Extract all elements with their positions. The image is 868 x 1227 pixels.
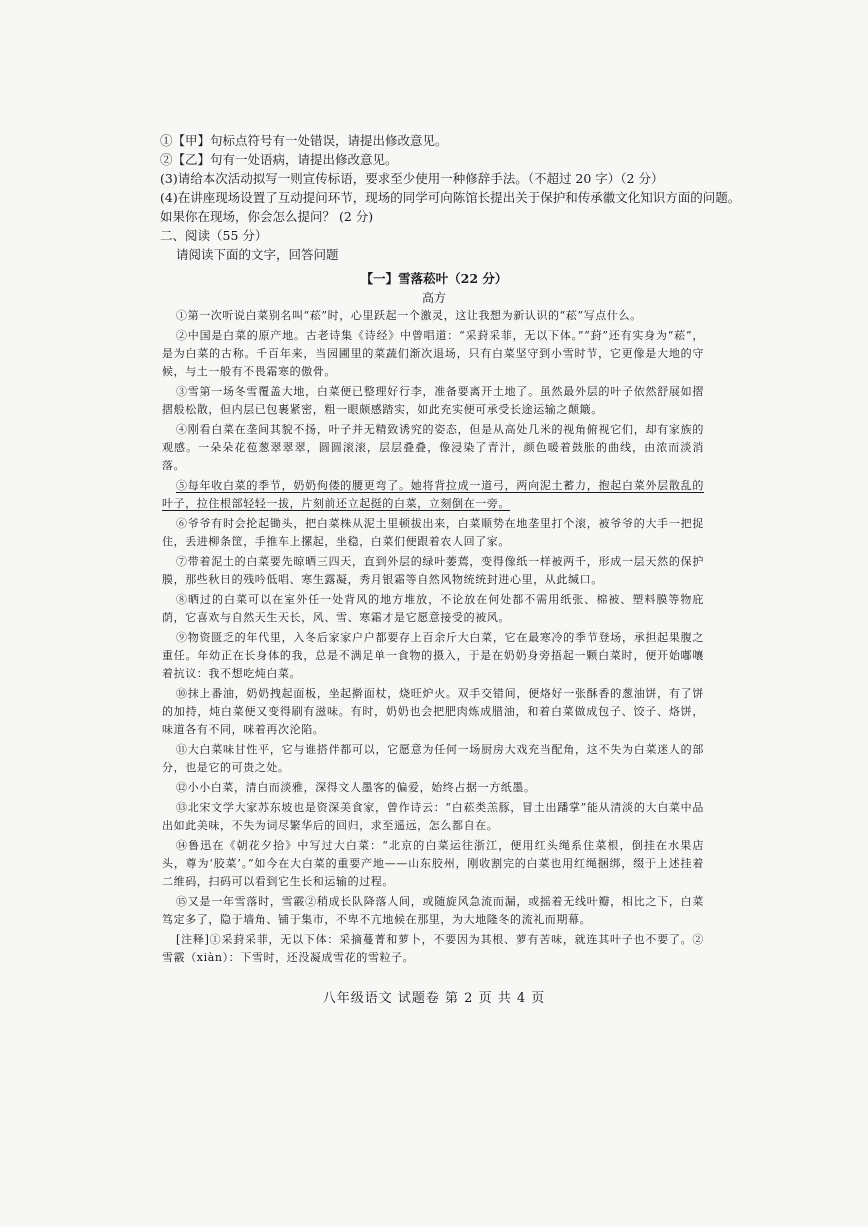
article-paragraph: ⑦带着泥土的白菜要先晾晒三四天，直到外层的绿叶萎蔫，变得像纸一样被两千，形成一层天然的保护膜，那些秋日的残吟低唱、寒生露凝，秀月银霜等自然风物统统封进心里，从此缄口。 (162, 555, 704, 586)
article-paragraph: ⑭鲁迅在《朝花夕拾》中写过大白菜：“北京的白菜运往浙江，便用红头绳系住菜根，倒挂在水果店头，尊为‘胶菜’。”如今在大白菜的重要产地——山东胶州，刚收割完的白菜也用红绳捆绑，缀于上述挂着二维码，扫码可以看到它生长和运输的过程。 (162, 839, 704, 888)
article-paragraph: ⑧晒过的白菜可以在室外任一处背风的地方堆放，不论放在何处都不需用纸张、棉被、塑料膜等物庇荫，它喜欢与自然天生天长，风、雪、寒霜才是它愿意接受的被风。 (162, 593, 704, 624)
article-paragraph: ⑨物资匮乏的年代里，入冬后家家户户都要存上百余斤大白菜，它在最寒冷的季节登场，承担起果腹之重任。年幼正在长身体的我，总是不满足单一食物的摄入，于是在奶奶身旁捂起一颗白菜时，便开始嘟嚷着抗议：我不想吃炖白菜。 (162, 631, 704, 680)
article-paragraph-underlined: ⑤每年收白菜的季节，奶奶佝偻的腰更弯了。她将背拉成一道弓，两向泥土蓄力，抱起白菜外层散乱的叶子，拉住根部轻轻一拔，片刻前还立起挺的白菜，立刻倒在一旁。 (162, 479, 704, 510)
section-heading: 二、阅读（55 分） (160, 228, 268, 243)
reading-instruction: 请阅读下面的文字，回答问题 (176, 247, 339, 262)
question-item: (3)请给本次活动拟写一则宣传标语，要求至少使用一种修辞手法。（不超过 20 字）（2 分） (160, 171, 664, 186)
article-paragraph: ⑫小小白菜，清白而淡雅，深得文人墨客的偏爱，始终占据一方纸墨。 (176, 781, 536, 794)
article-paragraph: ②中国是白菜的原产地。古老诗集《诗经》中曾唱道：“采葑采菲，无以下体。”“葑”还有实身为“菘”，是为白菜的古称。千百年来，当园圃里的菜蔬们渐次退场，只有白菜坚守到小雪时节，它更像是大地的守候，与土一般有不畏霜寒的傲骨。 (162, 329, 704, 378)
article-paragraph: ⑥爷爷有时会抡起锄头，把白菜株从泥土里顿拔出来，白菜顺势在地垄里打个滚，被爷爷的大手一把捉住，丢进柳条筐，手推车上摞起，坐稳，白菜们便跟着农人回了家。 (162, 517, 704, 548)
article-author: 高方 (421, 291, 446, 305)
article-paragraph: ⑬北宋文学大家苏东坡也是资深美食家，曾作诗云：“白菘类羔豚，冒土出蹯掌”能从清淡的大白菜中品出如此美味，不失为词尽繁华后的回归，求至遥远，怎么都自在。 (162, 801, 704, 832)
question-item: 如果你在现场，你会怎么提问？ (2 分) (160, 209, 374, 224)
article-paragraph: ⑩抹上番油，奶奶拽起面板，坐起擀面杖，烧旺炉火。双手交错间，便烙好一张酥香的葱油饼，有了饼的加持，炖白菜便又变得刷有滋味。有时，奶奶也会把肥肉炼成腊油，和着白菜做成包子、饺子、烙饼，味道各有不同，咪着再次沦陷。 (162, 687, 704, 736)
article-paragraph: ③雪第一场冬雪覆盖大地，白菜便已整理好行李，准备要离开土地了。虽然最外层的叶子依然舒展如摺摺般松散，但内层已包裹紧密，粗一眼颇感踏实，如此充实便可承受长途运输之颠簸。 (162, 385, 704, 416)
question-item: ②【乙】句有一处语病，请提出修改意见。 (160, 152, 398, 167)
article-paragraph: ④刚看白菜在垄间其貌不扬，叶子并无精致诱究的姿态，但是从高处几米的视角俯视它们，却有家族的观感。一朵朵花苞葱翠翠翠，圆圆滚滚，层层叠叠，像浸染了青汁，颜色暖着鼓胀的曲线，由浓而淡消落。 (162, 423, 704, 472)
article-paragraph: ⑪大白菜味甘性平，它与谁搭伴都可以，它愿意为任何一场厨房大戏充当配角，这不失为白菜迷人的部分，也是它的可贵之处。 (162, 743, 704, 774)
article-paragraph: ①第一次听说白菜别名叫“菘”时，心里跃起一个激灵，这让我想为新认识的“菘”写点什么。 (176, 309, 642, 322)
article-title: 【一】雪落菘叶（22 分） (360, 271, 508, 286)
question-item: (4)在讲座现场设置了互动提问环节，现场的同学可向陈馆长提出关于保护和传承徽文化知识方面的问题。 (160, 190, 741, 205)
article-paragraph: ⑮又是一年雪落时，雪霰②稍成长队降落人间，或随旋风急流而漏，或摇着无线叶瓣，相比之下，白菜笃定多了，隐于墙角、铺于集市，不卑不亢地候在那里，为大地隆冬的流礼而期幕。 (162, 895, 704, 926)
page-footer: 八年级语文 试题卷 第 2 页 共 4 页 (322, 991, 546, 1006)
article-footnote: [注释]①采葑采菲，无以下体：采摘蔓菁和萝卜，不要因为其根、萝有苦味，就连其叶子也不要了。②雪霰（xiàn）：下雪时，还没凝成雪花的雪粒子。 (162, 933, 704, 964)
question-item: ①【甲】句标点符号有一处错误，请提出修改意见。 (160, 133, 448, 148)
